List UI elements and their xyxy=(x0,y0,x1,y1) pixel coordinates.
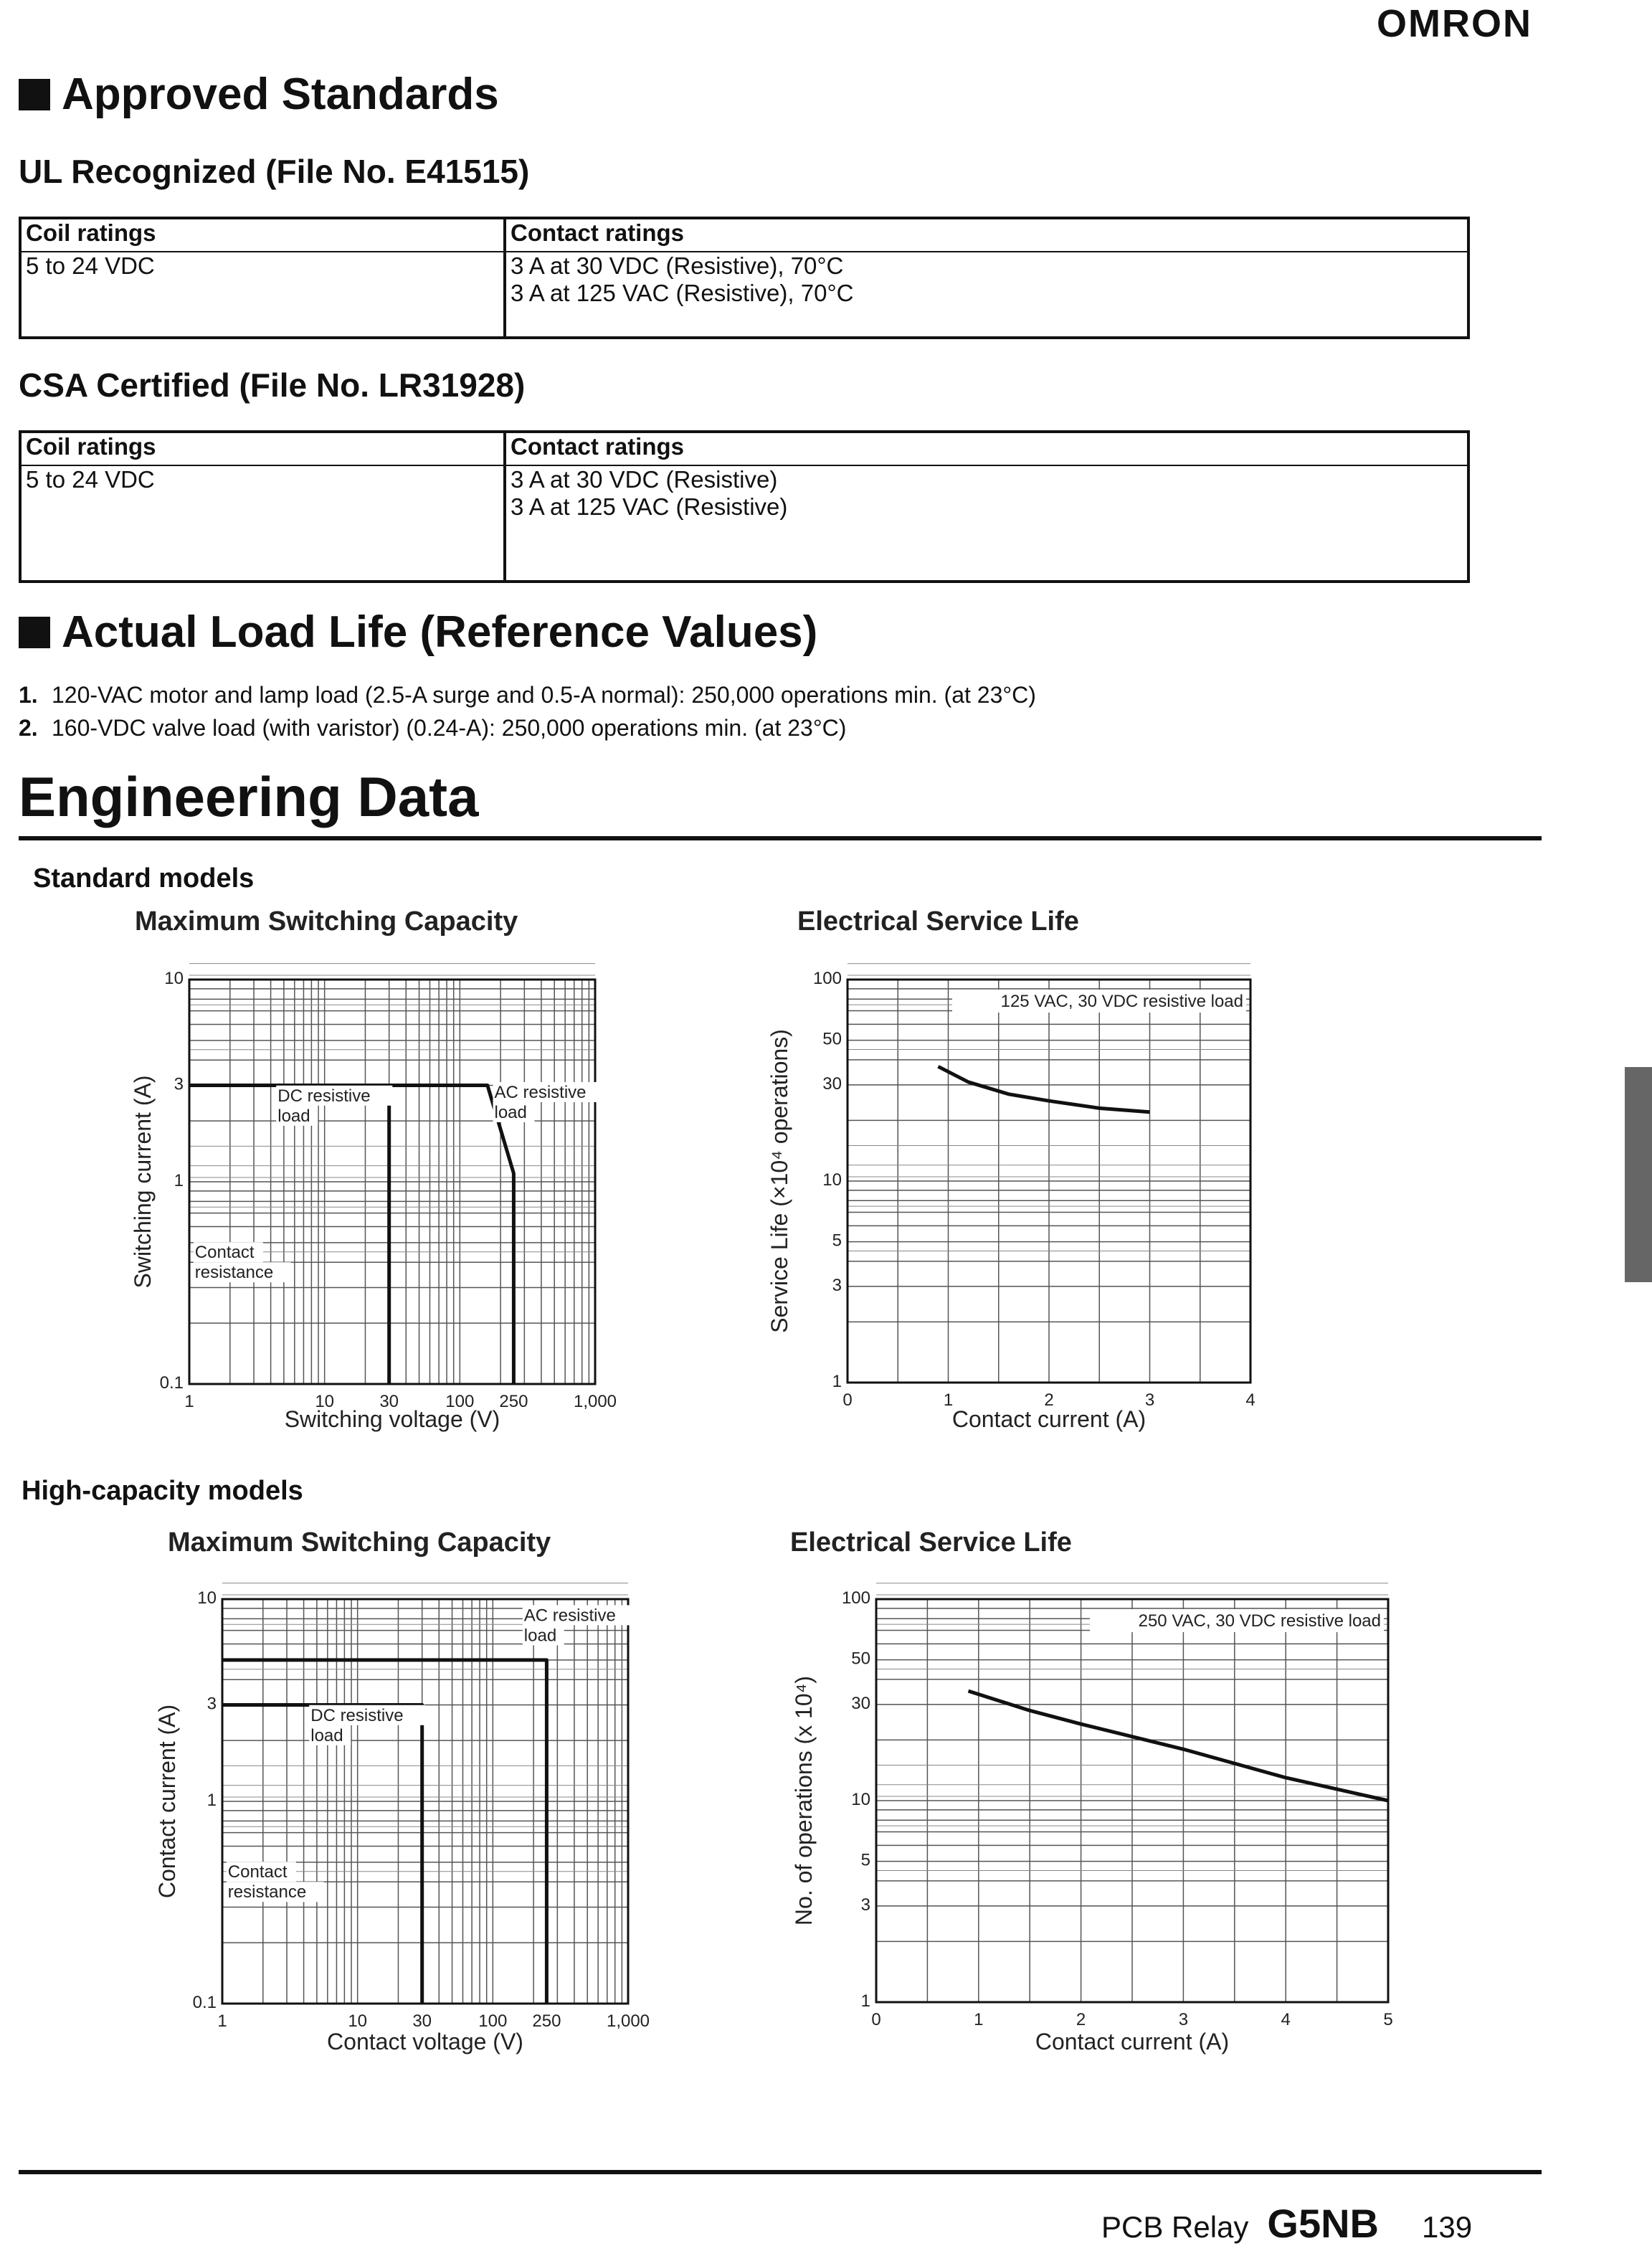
y-tick-label: 1 xyxy=(174,1171,184,1190)
x-tick-label: 0 xyxy=(871,2010,881,2029)
csa-coil-value: 5 to 24 VDC xyxy=(20,465,505,582)
annotation-label: AC resistive xyxy=(523,1606,616,1626)
annotation-label: load xyxy=(523,1626,557,1646)
chart-standard-service-life xyxy=(766,964,1255,1432)
x-tick-label: 10 xyxy=(315,1392,335,1411)
legend-label: 250 VAC, 30 VDC resistive load xyxy=(1138,1611,1381,1631)
x-axis-label: Contact current (A) xyxy=(951,1406,1147,1432)
y-tick-label: 10 xyxy=(197,1588,217,1608)
annotation-label: resistance xyxy=(194,1263,274,1283)
csa-col-contact: Contact ratings xyxy=(505,432,1468,465)
series-line-0 xyxy=(969,1691,1388,1801)
footer-model: G5NB xyxy=(1267,2201,1379,2246)
ul-contact-line-2: 3 A at 125 VAC (Resistive), 70°C xyxy=(511,280,854,306)
chart1-title: Maximum Switching Capacity xyxy=(135,906,518,937)
list-text: 160-VDC valve load (with varistor) (0.24-A): 250,000 operations min. (at 23°C) xyxy=(52,715,847,741)
engineering-data-title: Engineering Data xyxy=(19,765,479,828)
x-tick-label: 4 xyxy=(1245,1390,1255,1410)
annotation-label: load xyxy=(277,1106,310,1126)
load-life-title: Actual Load Life (Reference Values) xyxy=(62,607,818,657)
csa-contact-line-1: 3 A at 30 VDC (Resistive) xyxy=(511,466,778,493)
annotation-label: DC resistive xyxy=(310,1705,404,1725)
y-tick-label: 3 xyxy=(206,1694,217,1714)
annotation-label: resistance xyxy=(227,1882,307,1902)
omron-logo: OMRON xyxy=(1377,2,1532,45)
list-text: 120-VAC motor and lamp load (2.5-A surge and 0.5-A normal): 250,000 operations min. (at 23°C) xyxy=(52,682,1036,708)
y-tick-label: 30 xyxy=(851,1693,870,1713)
standard-models-label: Standard models xyxy=(33,863,255,894)
annotation-label: AC resistive xyxy=(494,1082,587,1102)
csa-col-coil: Coil ratings xyxy=(20,432,505,465)
y-tick-label: 100 xyxy=(812,969,842,988)
series-line-1 xyxy=(189,1085,513,1384)
y-tick-label: 100 xyxy=(841,1588,870,1608)
csa-title: CSA Certified (File No. LR31928) xyxy=(19,366,526,404)
y-axis-label: No. of operations (x 10⁴) xyxy=(791,1675,817,1926)
footer-divider xyxy=(19,2170,1542,2174)
y-axis-label: Switching current (A) xyxy=(130,1075,156,1289)
x-tick-label: 1,000 xyxy=(606,2011,650,2031)
list-number: 1. xyxy=(19,682,38,708)
x-tick-label: 1 xyxy=(974,2010,984,2029)
ul-title: UL Recognized (File No. E41515) xyxy=(19,153,530,190)
y-tick-label: 50 xyxy=(822,1029,842,1049)
y-tick-label: 3 xyxy=(174,1074,184,1094)
x-tick-label: 1 xyxy=(184,1392,194,1411)
x-tick-label: 1,000 xyxy=(573,1392,617,1411)
footer xyxy=(1101,2200,1472,2247)
y-tick-label: 0.1 xyxy=(192,1993,217,2012)
x-tick-label: 10 xyxy=(348,2011,368,2031)
x-tick-label: 30 xyxy=(379,1392,399,1411)
y-tick-label: 1 xyxy=(860,1991,870,2011)
chart-standard-switching-capacity xyxy=(130,964,617,1432)
x-tick-label: 250 xyxy=(499,1392,528,1411)
x-tick-label: 100 xyxy=(445,1392,475,1411)
annotation-label: load xyxy=(310,1725,343,1745)
chart2-title: Electrical Service Life xyxy=(797,906,1079,937)
ul-coil-value: 5 to 24 VDC xyxy=(20,252,505,338)
csa-contact-line-2: 3 A at 125 VAC (Resistive) xyxy=(511,493,788,520)
series-line-0 xyxy=(189,1085,389,1384)
series-line-0 xyxy=(938,1066,1149,1112)
y-axis-label: Contact current (A) xyxy=(154,1704,180,1899)
chart-highcap-service-life xyxy=(791,1583,1393,2054)
y-tick-label: 3 xyxy=(832,1275,842,1295)
x-tick-label: 2 xyxy=(1044,1390,1054,1410)
y-tick-label: 30 xyxy=(822,1074,842,1094)
footer-product: PCB Relay xyxy=(1101,2210,1249,2244)
ul-col-contact: Contact ratings xyxy=(505,218,1468,252)
x-tick-label: 30 xyxy=(412,2011,432,2031)
x-axis-label: Contact current (A) xyxy=(1035,2029,1230,2054)
x-tick-label: 3 xyxy=(1178,2010,1189,2029)
annotation-label: DC resistive xyxy=(277,1086,371,1106)
x-tick-label: 5 xyxy=(1383,2010,1393,2029)
ul-contact-line-1: 3 A at 30 VDC (Resistive), 70°C xyxy=(511,252,844,279)
series-line-0 xyxy=(222,1705,422,2004)
x-axis-label: Switching voltage (V) xyxy=(284,1406,500,1432)
ul-col-coil: Coil ratings xyxy=(20,218,505,252)
x-tick-label: 1 xyxy=(943,1390,954,1410)
y-tick-label: 5 xyxy=(860,1850,870,1870)
x-tick-label: 100 xyxy=(478,2011,508,2031)
y-tick-label: 3 xyxy=(860,1895,870,1915)
y-tick-label: 10 xyxy=(851,1790,870,1809)
x-tick-label: 3 xyxy=(1144,1390,1155,1410)
x-tick-label: 1 xyxy=(217,2011,227,2031)
y-tick-label: 5 xyxy=(832,1231,842,1251)
y-tick-label: 10 xyxy=(164,969,184,988)
chart3-title: Maximum Switching Capacity xyxy=(168,1527,551,1558)
y-tick-label: 1 xyxy=(206,1791,217,1810)
annotation-label: Contact xyxy=(194,1243,255,1263)
chart-highcap-switching-capacity xyxy=(154,1583,650,2054)
chart4-title: Electrical Service Life xyxy=(790,1527,1072,1558)
legend-label: 125 VAC, 30 VDC resistive load xyxy=(1000,992,1243,1011)
list-number: 2. xyxy=(19,715,38,741)
y-tick-label: 1 xyxy=(832,1372,842,1391)
annotation-label: Contact xyxy=(227,1862,288,1882)
page-edge-tab xyxy=(1625,1067,1652,1282)
x-tick-label: 2 xyxy=(1076,2010,1086,2029)
high-capacity-models-label: High-capacity models xyxy=(22,1476,303,1506)
y-tick-label: 10 xyxy=(822,1170,842,1190)
x-tick-label: 4 xyxy=(1281,2010,1291,2029)
x-tick-label: 250 xyxy=(532,2011,561,2031)
annotation-label: load xyxy=(494,1102,527,1122)
y-axis-label: Service Life (×10⁴ operations) xyxy=(766,1029,792,1333)
footer-page-number: 139 xyxy=(1422,2210,1473,2244)
y-tick-label: 50 xyxy=(851,1649,870,1669)
x-axis-label: Contact voltage (V) xyxy=(327,2029,523,2054)
approved-standards-title: Approved Standards xyxy=(62,70,499,119)
x-tick-label: 0 xyxy=(842,1390,853,1410)
y-tick-label: 0.1 xyxy=(159,1373,184,1393)
